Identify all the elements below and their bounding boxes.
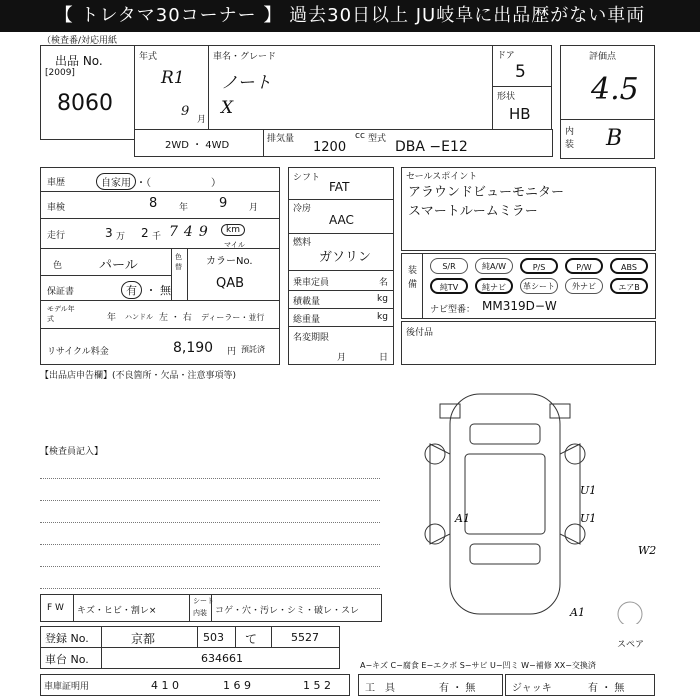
lot-year: [2009] [45, 68, 75, 78]
displacement-label: 排気量 [267, 134, 295, 144]
jack-no: ・ 無 [601, 683, 625, 694]
equipment-option: エアB [610, 278, 648, 294]
inspector-note: 【検査員記入】 [40, 447, 104, 457]
inspection-month-unit: 月 [249, 203, 259, 213]
equipment-option: 革シート [520, 278, 558, 294]
equipment-option: 外ナビ [565, 278, 603, 294]
gross-unit: kg [377, 312, 388, 322]
after-install-box [401, 321, 656, 365]
model-line-handle-value: 左 ・ 右 [159, 313, 192, 323]
score-value: 4.5 [591, 72, 639, 107]
sales-point-1: アラウンドビューモニター [408, 185, 565, 200]
inspection-label: 車検 [47, 203, 66, 213]
model-year-era: R1 [161, 68, 185, 88]
score-label: 評価点 [589, 52, 617, 62]
car-box [208, 45, 493, 130]
shape-label: 形状 [497, 92, 516, 102]
mark-w2: W2 [638, 544, 657, 557]
mileage-sen: 2 [141, 226, 149, 240]
equipment-option: P/W [565, 258, 603, 274]
tools-label: 工 具 [365, 683, 395, 694]
dims-width: 1 6 9 [223, 679, 251, 692]
mark-a1-b: A1 [570, 606, 585, 619]
registration-label: 登録 No. [45, 632, 89, 645]
mileage-sen-unit: 千 [152, 232, 162, 242]
shape-box [492, 86, 552, 130]
doors-label: ドア [497, 51, 515, 61]
top-note: （検査番/対応用紙 [42, 36, 118, 46]
model-line-label: モデル年式 [47, 305, 75, 323]
registration-num2: 5527 [291, 631, 319, 644]
equipment-box [401, 253, 656, 319]
doors-box [492, 45, 552, 87]
defects-interior-label: 内装 [193, 609, 207, 617]
load-label: 積載量 [293, 297, 321, 307]
equipment-option: 純A/W [475, 258, 513, 274]
name-change-month: 月 [337, 353, 347, 363]
recycle-value: 8,190 [173, 340, 214, 356]
jack-label: ジャッキ [512, 683, 552, 694]
displacement-value: 1200 [313, 140, 347, 155]
dims-label: 車庫証明用 [44, 682, 90, 692]
model-year-month: 9 [181, 104, 190, 119]
color-code: QAB [216, 276, 245, 291]
name-change-label: 名変期限 [293, 333, 330, 343]
displacement-unit: cc [355, 131, 365, 141]
gross-label: 総重量 [293, 315, 321, 325]
registration-kana: て [245, 632, 258, 646]
tools-box [358, 674, 503, 696]
model-line-handle: ハンドル [125, 313, 153, 321]
color-recolor-label: 色替 [175, 253, 182, 271]
model-year-box [134, 45, 209, 130]
warranty-yes: 有 [121, 281, 142, 299]
model-year-month-unit: 月 [197, 115, 207, 125]
defects-row [40, 594, 382, 622]
after-install-label: 後付品 [406, 328, 434, 338]
defects-right: コゲ・穴・汚レ・シミ・破レ・スレ [215, 606, 360, 616]
jack-box [505, 674, 655, 696]
type-value: DBA −E12 [395, 139, 468, 155]
recycle-unit: 円 [227, 347, 237, 357]
registration-row [40, 626, 340, 648]
lot-label: 出品 No. [55, 54, 103, 68]
history-rest: ・（ ） [136, 178, 221, 189]
interior-label: 内装 [565, 127, 575, 150]
defects-seat-label: シート [193, 597, 214, 605]
ac-label: 冷房 [293, 204, 312, 214]
fuel-value: ガソリン [319, 250, 372, 265]
jack-yes: 有 [588, 683, 598, 694]
tools-no: ・ 無 [452, 683, 476, 694]
registration-pref: 京都 [131, 632, 156, 646]
navi-label: ナビ型番： [430, 305, 476, 315]
mileage-km-unit: km [221, 224, 245, 236]
equipment-option: 純ナビ [475, 278, 513, 294]
dims-row [40, 674, 350, 696]
model-year-label: 年式 [139, 52, 158, 62]
color-code-label: カラーNo. [206, 256, 253, 267]
equipment-label: 装備 [408, 266, 418, 290]
middle-spec-block [288, 167, 394, 365]
sales-point-2: スマートルームミラー [408, 204, 538, 219]
car-name: ノート [221, 73, 272, 93]
inspection-year: 8 [149, 196, 158, 211]
mileage-man-unit: 万 [116, 232, 126, 242]
defects-fw: F W [47, 603, 64, 613]
mileage-label: 走行 [47, 231, 66, 241]
mark-u1-a: U1 [580, 484, 597, 497]
spec-row [134, 129, 553, 157]
sales-points-label: セールスポイント [406, 172, 478, 182]
mark-u1-b: U1 [580, 512, 597, 525]
spare-label: スペア [617, 640, 645, 650]
name-change-day: 日 [379, 353, 389, 363]
capacity-label: 乗車定員 [293, 278, 330, 288]
model-line-year: 年 [107, 313, 117, 323]
mark-a1: A1 [455, 512, 470, 525]
seller-note: 【出品店申告欄】(不良箇所・欠品・注意事項等) [40, 371, 237, 381]
drive-type: 2WD ・ 4WD [165, 140, 230, 151]
tools-yes: 有 [439, 683, 449, 694]
dims-height: 1 5 2 [303, 679, 331, 692]
color-value: パール [99, 258, 138, 273]
car-label: 車名・グレード [213, 52, 277, 62]
left-spec-block [40, 167, 280, 365]
type-label: 型式 [368, 134, 387, 144]
capacity-unit: 名 [379, 278, 389, 288]
lot-number: 8060 [57, 91, 113, 116]
warranty-no: ・ 無 [145, 284, 171, 297]
score-box [560, 45, 655, 120]
doors-value: 5 [515, 62, 526, 82]
inspection-month: 9 [219, 196, 228, 211]
chassis-value: 634661 [201, 652, 243, 665]
chassis-label: 車台 No. [45, 653, 89, 666]
ac-value: AAC [329, 213, 354, 227]
chassis-row [40, 647, 340, 669]
equipment-option: S/R [430, 258, 468, 274]
mileage-rest: 749 [169, 224, 214, 240]
equipment-option: 純TV [430, 278, 468, 294]
recycle-note: 預託済 [241, 345, 265, 354]
load-unit: kg [377, 294, 388, 304]
equipment-option: P/S [520, 258, 558, 274]
car-grade: X [221, 98, 234, 118]
shift-value: FAT [329, 180, 350, 194]
lot-box [40, 45, 135, 140]
registration-num1: 503 [203, 631, 224, 644]
history-label: 車歴 [47, 178, 66, 188]
fuel-label: 燃料 [293, 238, 312, 248]
damage-legend: A−キズ C−腐食 E−エクボ S−サビ U−凹ミ W−補修 XX−交換済 [360, 661, 596, 670]
color-label: 色 [53, 261, 63, 271]
history-value: 自家用 [96, 173, 136, 190]
shift-label: シフト [293, 173, 321, 183]
equipment-option: ABS [610, 258, 648, 274]
banner: 【 トレタマ30コーナー 】 過去30日以上 JU岐阜に出品歴がない車両 [0, 0, 700, 32]
car-diagram [410, 384, 660, 624]
interior-value: B [606, 126, 623, 151]
mileage-man: 3 [105, 226, 113, 240]
sales-points-box [401, 167, 656, 251]
warranty-label: 保証書 [47, 287, 75, 297]
interior-box [560, 119, 655, 159]
dims-length: 4 1 0 [151, 679, 179, 692]
shape-value: HB [509, 105, 531, 123]
model-line-dealer: ディーラー・並行 [201, 313, 265, 322]
navi-model: MM319D−W [482, 299, 557, 313]
recycle-label: リサイクル料金 [47, 347, 109, 357]
inspection-year-unit: 年 [179, 203, 189, 213]
mileage-mile-unit: マイル [224, 241, 245, 249]
defects-left: キズ・ヒビ・割レ× [77, 606, 157, 616]
